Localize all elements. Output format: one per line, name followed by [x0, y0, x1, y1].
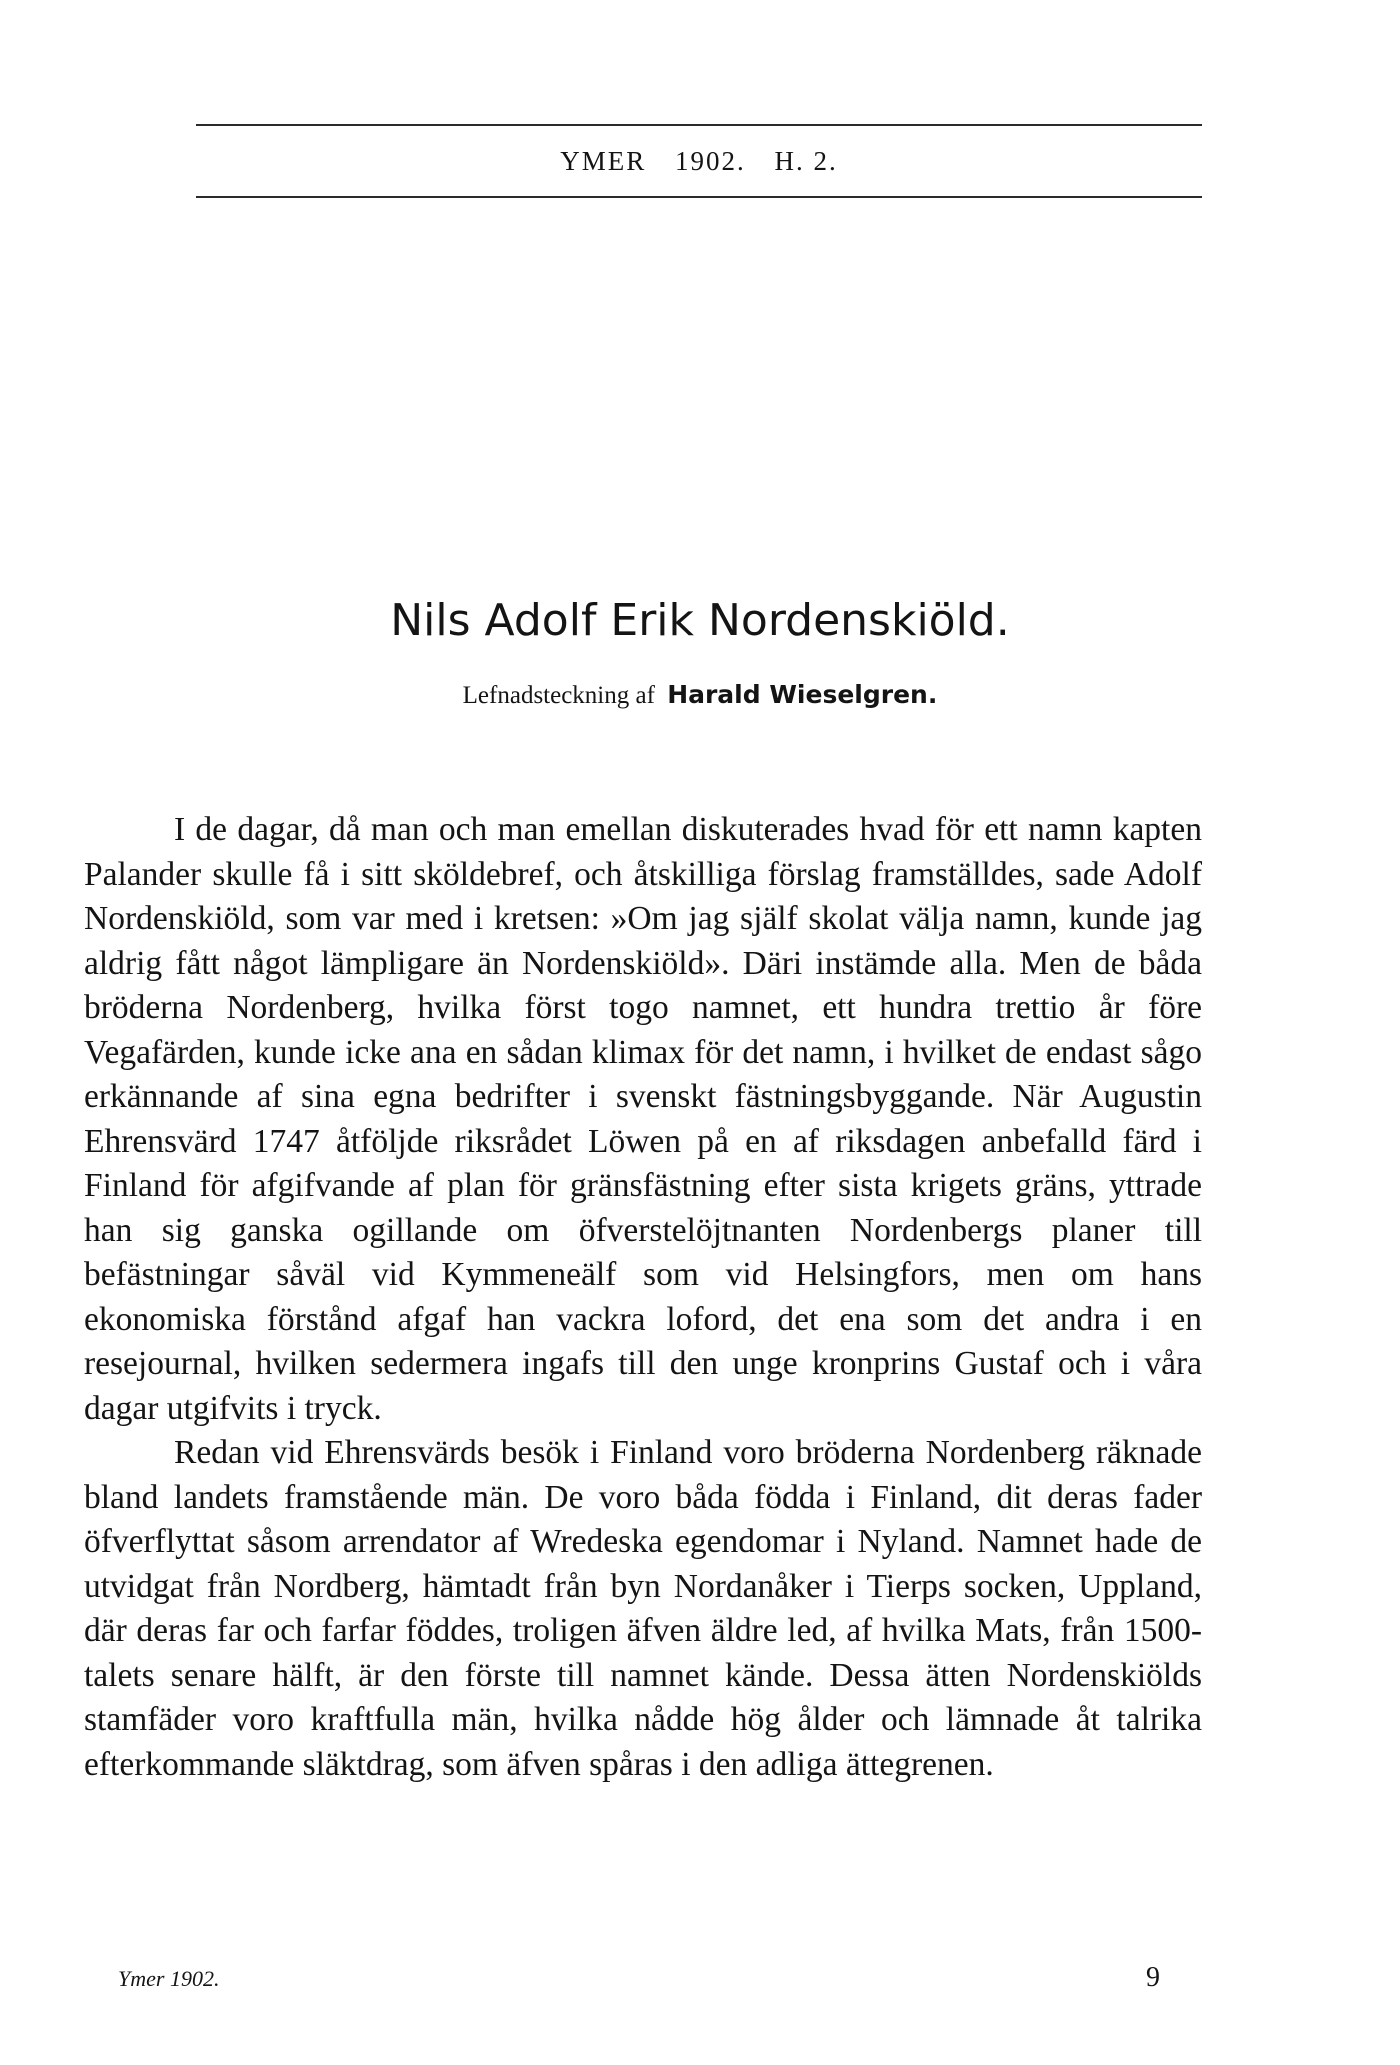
paragraph: Redan vid Ehrensvärds besök i Finland voro bröderna Nordenberg räknade bland landets framstående män. De voro båda födda i Finland, dit deras fader öfverflyttat såsom arrendator af Wredeska egendomar i Nyland. Namnet hade de utvidgat från Nordberg, hämtadt från byn Nordanåker i Tierps socken, Uppland, där deras far och farfar föddes, troligen äfven äldre led, af hvilka Mats, från 1500-talets senare hälft, är den förste till namnet kände. Dessa ätten Nordenskiölds stamfäder voro kraftfulla män, hvilka nådde hög ålder och lämnade åt talrika efterkommande släktdrag, som äfven spåras i den adliga ättegrenen. [84, 1434, 1202, 1783]
article-subtitle [0, 680, 1400, 710]
journal-year: 1902. [675, 146, 746, 176]
header-rule-top [196, 124, 1202, 126]
journal-name: YMER [560, 146, 647, 176]
article-body [84, 808, 1202, 1787]
paragraph: I de dagar, då man och man emellan diskuterades hvad för ett namn kapten Palander skulle få i sitt sköldebref, och åtskilliga förslag framställdes, sade Adolf Nordenskiöld, som var med i kretsen: »Om jag själf skolat välja namn, kunde jag aldrig fått något lämpligare än Nordenskiöld». Däri instämde alla. Men de båda bröderna Nordenberg, hvilka först togo namnet, ett hundra trettio år före Vegafärden, kunde icke ana en sådan klimax för det namn, i hvilket de endast sågo erkännande af sina egna bedrifter i svenskt fästningsbyggande. När Augustin Ehrensvärd 1747 åtföljde riksrådet Löwen på en af riksdagen anbefalld färd i Finland för afgifvande af plan för gränsfästning efter sista krigets gräns, yttrade han sig ganska ogillande om öfverstelöjtnanten Nordenbergs planer till befästningar såväl vid Kymmeneälf som vid Helsingfors, men om hans ekonomiska förstånd afgaf han vackra loford, det ena som det andra i en resejournal, hvilken sedermera ingafs till den unge kronprins Gustaf och i våra dagar utgifvits i tryck. [84, 811, 1202, 1427]
subtitle-prefix: Lefnadsteckning af [462, 682, 655, 709]
journal-issue: H. 2. [774, 146, 838, 176]
article-title: Nils Adolf Erik Nordenskiöld. [390, 595, 1010, 646]
author-name: Harald Wieselgren. [667, 680, 938, 709]
header-rule-bottom [196, 196, 1202, 198]
running-head [196, 146, 1202, 177]
page-number: 9 [1146, 1962, 1160, 1993]
signature-mark: Ymer 1902. [118, 1966, 220, 1991]
